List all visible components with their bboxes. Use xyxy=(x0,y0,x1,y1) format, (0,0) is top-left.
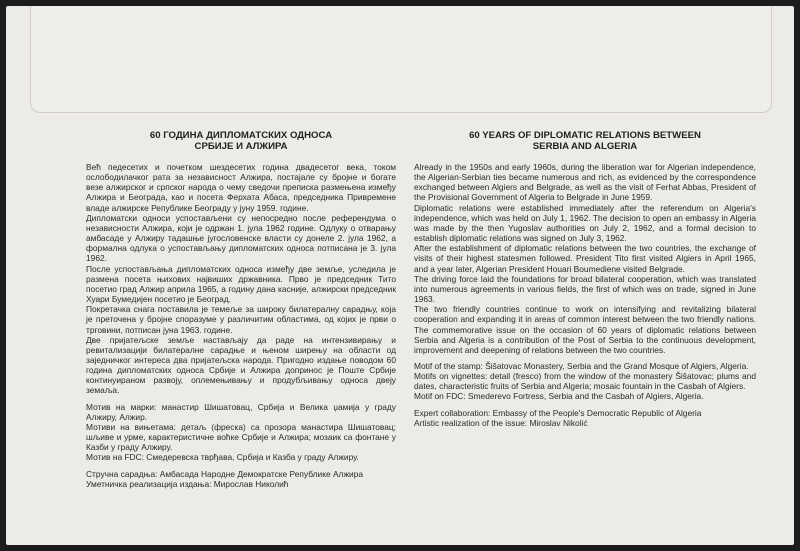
paragraph: После успостављања дипломатских односа између две земље, уследила је размена посета њихових највиших државника. Прво је председник Тито посетио град Алжир априла 1965, а годину дана касније, алжирски председник Хуари Бумедијен посетио је Београд. xyxy=(86,263,396,305)
english-body xyxy=(414,162,756,428)
paragraph: Већ педесетих и почетком шездесетих година двадесетог века, током ослободилачког рата за независност Алжира, постајале су бројне и богате везе алжирског и српског народа о чему сведочи преписка размењена између Алжира и Београда, као и посета Ферхата Абаса, председника Привремене владе алжирске Републике Београду у јуну 1959. године. xyxy=(86,162,396,213)
paragraph: After the establishment of diplomatic relations between the two countries, the exchange of visits of their highest statesmen followed. President Tito first visited Algiers in April 1965, and a year later, Algerian President Houari Boumediene visited Belgrade. xyxy=(414,243,756,274)
expert-collaboration: Стручна сарадња: Амбасада Народне Демократске Републике Алжира xyxy=(86,468,364,479)
english-title xyxy=(414,130,756,152)
paragraph: Две пријатељске земље настављају да раде на интензивирању и ревитализацији билатералне сарадње и њеном ширењу на области од заједничког интереса два пријатељска народа. Пригодно издање поводом 60 година дипломатских односа Србије и Алжира доприноc је Поште Србије континуираном развоју, оплемењивању и продубљивању односа двеју земаља. xyxy=(86,334,396,396)
vignette-motif: Мотиви на вињетама: детаљ (фреска) са прозора манастира Шишатовац; шљиве и урме, карактеристичне воћке Србије и Алжира; мозаик са фонтане у Казби у граду Алжиру. xyxy=(86,421,396,453)
serbian-title-line1: 60 ГОДИНА ДИПЛОМАТСКИХ ОДНОСА xyxy=(149,130,333,141)
envelope-flap xyxy=(30,6,772,113)
expert-collaboration: Expert collaboration: Embassy of the People's Democratic Republic of Algeria xyxy=(414,407,702,418)
stamp-motif: Motif of the stamp: Šišatovac Monastery, Serbia and the Grand Mosque of Algiers, Algeria. xyxy=(414,360,749,371)
paragraph: The two friendly countries continue to work on intensifying and revitalizing bilateral cooperation and expanding it in areas of common interest between the two friendly nations. The commemorative issue on the occasion of 60 years of diplomatic relations between Serbia and Algeria is a contribution of the Post of Serbia to the continuous development, improvement and deepening of relations between the two countries. xyxy=(414,304,756,355)
envelope-back xyxy=(6,6,794,545)
vignette-motif: Motifs on vignettes: detail (fresco) from the window of the monastery Šišatovac; plums and dates, characteristic fruits of Serbia and Algeria; mosaic fountain in the Casbah of Algiers. xyxy=(414,371,756,392)
artistic-realization: Artistic realization of the issue: Miroslav Nikolić xyxy=(414,417,588,428)
english-title-line1: 60 YEARS OF DIPLOMATIC RELATIONS BETWEEN xyxy=(469,130,701,141)
paragraph: Покретачка снага поставила је темеље за широку билатералну сарадњу, која је преточена у бројне споразуме у различитим областима, од којих је први о трговини, потписан јуна 1963. године. xyxy=(86,304,396,335)
serbian-text-column xyxy=(86,130,396,489)
paragraph: Already in the 1950s and early 1960s, during the liberation war for Algerian independence, the Algerian-Serbian ties became numerous and rich, as evidenced by the correspondence exchanged between Algiers and Belgrade, as well as the visit of Ferhat Abbas, President of the Provisional Government of Algeria to Belgrade in June 1959. xyxy=(414,162,756,203)
paragraph: The driving force laid the foundations for broad bilateral cooperation, which was translated into numerous agreements in various fields, the first of which was on trade, signed in June 1963. xyxy=(414,273,756,305)
english-title-line2: SERBIA AND ALGERIA xyxy=(532,141,638,152)
serbian-title-line2: СРБИЈЕ И АЛЖИРА xyxy=(194,141,288,152)
stamp-motif: Мотив на марки: манастир Шишатовац, Србија и Велика џамија у граду Алжиру, Алжир. xyxy=(86,401,396,422)
paragraph: Дипломатски односи успостављени су непосредно после референдума о независности Алжира, који је одржан 1. јула 1962 године. Одлуку о отварању амбасаде у Алжиру тадашње југословенске власти су донеле 2. јула 1962, а формална одлука о успостављању дипломатских односа потписана је 3. јула 1962. xyxy=(86,212,396,264)
serbian-body xyxy=(86,162,396,489)
fdc-motif: Мотив на FDC: Смедеревска тврђава, Србија и Казба у граду Алжиру. xyxy=(86,452,359,463)
artistic-realization: Уметничка реализација издања: Мирослав Николић xyxy=(86,478,289,489)
english-text-column xyxy=(414,130,756,428)
fdc-motif: Motif on FDC: Smederevo Fortress, Serbia and the Casbah of Algiers, Algeria. xyxy=(414,391,704,402)
serbian-title xyxy=(86,130,396,152)
paragraph: Diplomatic relations were established immediately after the referendum on Algeria's independence, which was held on July 1, 1962. The decision to open an embassy in Algeria was made by the then Yugoslav authorities on July 2, 1962, and a formal decision to establish diplomatic relations was signed on July 3, 1962. xyxy=(414,202,756,244)
